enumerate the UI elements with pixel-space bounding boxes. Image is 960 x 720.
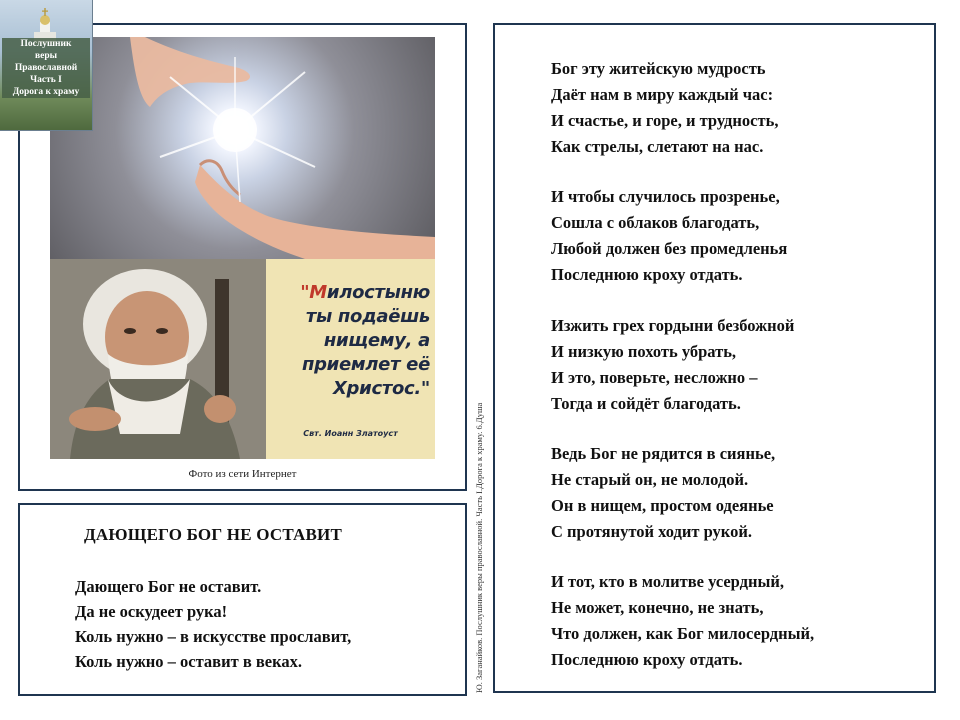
quote-red-letter: "М — [300, 282, 327, 303]
short-poem-frame — [18, 503, 467, 696]
book-cover-thumbnail — [0, 0, 93, 131]
photo-credit: Фото из сети Интернет — [188, 468, 297, 480]
elder-portrait-photo — [50, 259, 266, 459]
long-poem-line: И низкую похоть убрать, — [551, 342, 737, 361]
long-poem-line: Любой должен без промедленья — [551, 239, 788, 258]
long-poem-line: Бог эту житейскую мудрость — [551, 59, 766, 78]
long-poem-line: И чтобы случилось прозренье, — [551, 187, 780, 206]
short-poem-line: Дающего Бог не оставит. — [75, 577, 262, 596]
long-poem-line: Изжить грех гордыни безбожной — [551, 316, 795, 335]
long-poem-line: Даёт нам в миру каждый час: — [551, 85, 774, 104]
long-poem-line: Не старый он, не молодой. — [551, 470, 749, 489]
long-poem-line: Сошла с облаков благодать, — [551, 213, 760, 232]
source-note: Ю. Заганайков. Послушник веры православной. Часть I.Дорога к храму. 6.Душа — [474, 402, 484, 693]
long-poem-frame — [493, 23, 936, 693]
long-poem-line: Что должен, как Бог милосердный, — [551, 624, 815, 643]
quote-author: Свт. Иоанн Златоуст — [303, 429, 398, 438]
long-poem-line: Последнюю кроху отдать. — [551, 265, 743, 284]
long-poem-line: И счастье, и горе, и трудность, — [551, 111, 779, 130]
long-poem-line: И тот, кто в молитве усердный, — [551, 572, 784, 591]
long-poem-line: Ведь Бог не рядится в сиянье, — [551, 444, 776, 463]
long-poem-line: Он в нищем, простом одеянье — [551, 496, 774, 515]
short-poem-line: Коль нужно – в искусстве прославит, — [75, 627, 352, 646]
short-poem-line: Коль нужно – оставит в веках. — [75, 652, 302, 671]
quote-text: "Милостыню ты подаёшь нищему, а приемлет её Христос." — [300, 282, 430, 399]
long-poem-line: И это, поверьте, несложно – — [551, 368, 758, 387]
long-poem-line: Как стрелы, слетают на нас. — [551, 137, 764, 156]
hands-light-photo — [50, 37, 435, 259]
long-poem-line: Тогда и сойдёт благодать. — [551, 394, 741, 413]
book-cover-title: Послушник веры Православной Часть I Дорога к храму — [2, 38, 90, 98]
short-poem-line: Да не оскудеет рука! — [75, 602, 228, 621]
long-poem-line: Не может, конечно, не знать, — [551, 598, 764, 617]
quote-panel — [266, 259, 435, 459]
long-poem-line: Последнюю кроху отдать. — [551, 650, 743, 669]
long-poem-line: С протянутой ходит рукой. — [551, 522, 752, 541]
short-poem-title: ДАЮЩЕГО БОГ НЕ ОСТАВИТ — [84, 525, 342, 544]
